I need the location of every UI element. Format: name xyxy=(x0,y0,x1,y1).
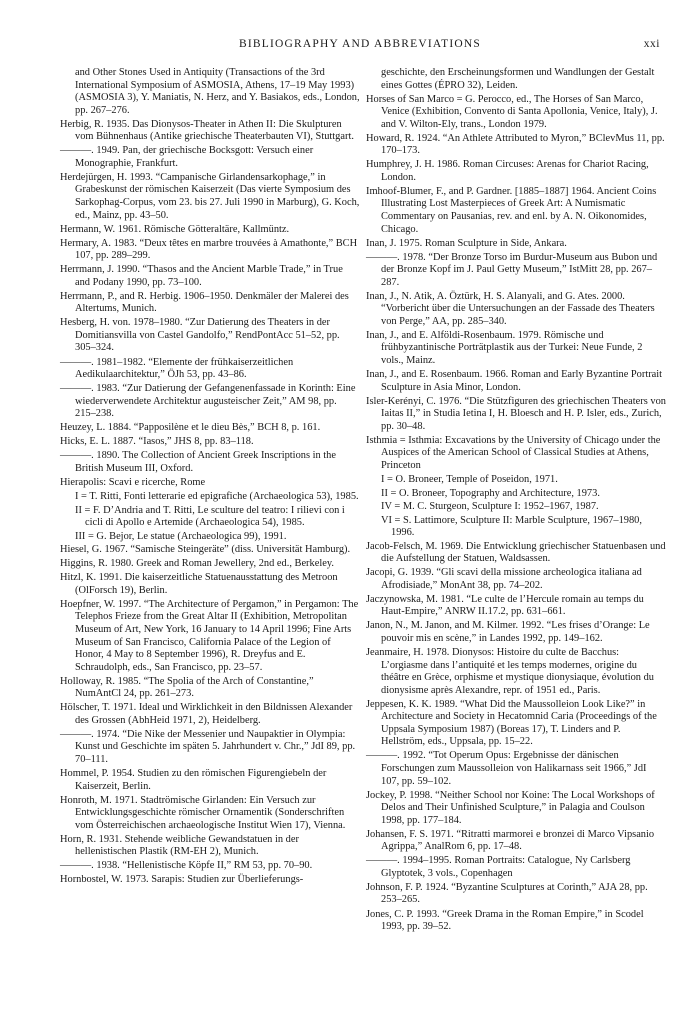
bibliography-entry: Horses of San Marco = G. Perocco, ed., The Horses of San Marco, Venice (Exhibition, Convento di Santa Apollonia, Venice, Italy), J. and V. Wilton-Ely, trans., London 1979. xyxy=(366,93,658,130)
right-column xyxy=(366,67,666,935)
bibliography-entry: and Other Stones Used in Antiquity (Transactions of the 3rd International Symposium of ASMOSIA, Athens, 17–19 May 1993) (ASMOSIA 3), Y. Maniatis, N. Herz, and Y. Basiakos, eds., London, pp. 267–276. xyxy=(75,67,360,116)
bibliography-entry: Humphrey, J. H. 1986. Roman Circuses: Arenas for Chariot Racing, London. xyxy=(366,159,649,183)
bibliography-entry: Inan, J. 1975. Roman Sculpture in Side, Ankara. xyxy=(366,237,567,249)
bibliography-entry: ———. 1994–1995. Roman Portraits: Catalogue, Ny Carlsberg Glyptotek, 3 vols., Copenhagen xyxy=(366,855,631,879)
bibliography-subentry: II = F. D’Andria and T. Ritti, Le sculture del teatro: I rilievi con i cicli di Apollo e Artemide (Archaeologica 54), 1985. xyxy=(75,504,345,529)
bibliography-entry: ———. 1981–1982. “Elemente der frühkaiserzeitlichen Aedikulaarchitektur,” ÖJh 53, pp. 43–86. xyxy=(60,356,294,381)
bibliography-entry: Hiesel, G. 1967. “Samische Steingeräte” (diss. Universität Hamburg). xyxy=(60,544,351,556)
bibliography-entry: Isler-Kerényi, C. 1976. “Die Stützfiguren des griechischen Theaters von Iaitas II,” in Studia Ietina I, H. Bloesch and H. P. Isler, eds., Zurich, pp. 30–48. xyxy=(366,395,666,432)
bibliography-entry: Inan, J., and E. Alföldi-Rosenbaum. 1979. Römische und frühbyzantinische Porträtplastik aus der Turkei: Neue Funde, 2 vols., Mainz. xyxy=(366,329,643,367)
bibliography-entry: Jeppesen, K. K. 1989. “What Did the Maussolleion Look Like?” in Architecture and Society in Hecatomnid Caria (Proceedings of the Uppsala Symposium 1987) (Boreas 17), T. Linders and P. Hellström, eds., Uppsala, pp. 15–22. xyxy=(366,698,657,748)
bibliography-entry: Hierapolis: Scavi e ricerche, Rome xyxy=(60,476,206,488)
left-column xyxy=(60,67,360,888)
bibliography-entry: Hesberg, H. von. 1978–1980. “Zur Datierung des Theaters in der Domitiansvilla von Castel Gandolfo,” RendPontAcc 51–52, pp. 305–324. xyxy=(60,317,340,354)
bibliography-entry: Jones, C. P. 1993. “Greek Drama in the Roman Empire,” in Scodel 1993, pp. 39–52. xyxy=(366,908,644,933)
bibliography-entry: Hoepfner, W. 1997. “The Architecture of Pergamon,” in Pergamon: The Telephos Frieze from the Great Altar II (Exhibition, Metropolitan Museum of Art, New York, 16 January to 14 April 1996; Fine Arts Museum of San Francisco, California Palace of the Legion of Honor, 4 May to 8 September 1996), R. Dreyfus and E. Schraudolph, eds., San Francisco, pp. 23–57. xyxy=(60,598,359,673)
bibliography-entry: Herrmann, P., and R. Herbig. 1906–1950. Denkmäler der Malerei des Altertums, Munich. xyxy=(60,290,349,315)
bibliography-entry: Howard, R. 1924. “An Athlete Attributed to Myron,” BClevMus 11, pp. 170–173. xyxy=(366,132,665,157)
bibliography-subentry: I = T. Ritti, Fonti letterarie ed epigrafiche (Archaeologica 53), 1985. xyxy=(75,491,359,502)
bibliography-entry: ———. 1978. “Der Bronze Torso im Burdur-Museum aus Bubon und der Bronze Kopf im J. Paul Getty Museum,” IstMitt 28, pp. 267–287. xyxy=(366,251,658,288)
bibliography-entry: Herdejürgen, H. 1993. “Campanische Girlandensarkophage,” in Grabeskunst der römischen Kaiserzeit (Das vierte Symposium des Sarkophag-Corpus, vom 23. bis 27. Juli 1990 in Marburg), G. Koch, ed., Mainz, pp. 43–50. xyxy=(60,171,360,221)
bibliography-entry: Hölscher, T. 1971. Ideal und Wirklichkeit in den Bildnissen Alexander des Grossen (AbhHeid 1971, 2), Heidelberg. xyxy=(60,702,353,726)
bibliography-entry: ———. 1938. “Hellenistische Köpfe II,” RM 53, pp. 70–90. xyxy=(60,860,313,872)
bibliography-entry: Herrmann, J. 1990. “Thasos and the Ancient Marble Trade,” in True and Podany 1990, pp. 73–100. xyxy=(60,264,343,288)
bibliography-entry: ———. 1992. “Tot Operum Opus: Ergebnisse der dänischen Forschungen zum Maussolleion von Halikarnass seit 1966,” JdI 107, pp. 59–102. xyxy=(366,750,647,787)
bibliography-entry: Inan, J., N. Atik, A. Öztürk, H. S. Alanyali, and G. Ates. 2000. “Vorbericht über die Untersuchungen an der Fassade des Theaters von Perge,” AA, pp. 285–340. xyxy=(366,290,655,327)
bibliography-entry: geschichte, den Erscheinungsformen und Wandlungen der Gestalt eines Gottes (ÉPRO 32), Leiden. xyxy=(381,67,655,91)
bibliography-entry: Hornbostel, W. 1973. Sarapis: Studien zur Überlieferungs- xyxy=(60,874,304,886)
bibliography-entry: Jeanmaire, H. 1978. Dionysos: Histoire du culte de Bacchus: L’orgiasme dans l’antiquité et les temps modernes, origine du théâtre en Grèce, orphisme et mystique dionysiaque, évolution du dionysisme après Alexandre, repr. of 1951 ed., Paris. xyxy=(366,647,654,696)
bibliography-entry: Johansen, F. S. 1971. “Ritratti marmorei e bronzei di Marco Vipsanio Agrippa,” AnalRom 6, pp. 17–48. xyxy=(366,828,655,853)
bibliography-entry: Hitzl, K. 1991. Die kaiserzeitliche Statuenausstattung des Metroon (OlForsch 19), Berlin. xyxy=(60,572,338,596)
bibliography-entry: Hermary, A. 1983. “Deux têtes en marbre trouvées à Amathonte,” BCH 107, pp. 289–299. xyxy=(60,237,358,262)
bibliography-entry: Hommel, P. 1954. Studien zu den römischen Figurengiebeln der Kaiserzeit, Berlin. xyxy=(60,767,327,792)
bibliography-subentry: II = O. Broneer, Topography and Architecture, 1973. xyxy=(381,487,600,499)
bibliography-entry: Heuzey, L. 1884. “Papposilène et le dieu Bès,” BCH 8, p. 161. xyxy=(60,422,321,434)
bibliography-subentry: VI = S. Lattimore, Sculpture II: Marble Sculpture, 1967–1980, 1996. xyxy=(381,514,642,539)
bibliography-entry: ———. 1974. “Die Nike der Messenier und Naupaktier in Olympia: Kunst und Geschichte im späten 5. Jahrhundert v. Chr.,” JdI 89, pp. 70–111. xyxy=(60,728,356,765)
bibliography-entry: Honroth, M. 1971. Stadtrömische Girlanden: Ein Versuch zur Entwicklungsgeschichte römischer Ornamentik (Sonderschriften vom Österreichischen archaeologische Institut Wien 17), Vienna. xyxy=(60,794,346,831)
running-header xyxy=(60,38,660,56)
bibliography-entry: Holloway, R. 1985. “The Spolia of the Arch of Constantine,” NumAntCl 24, pp. 261–273. xyxy=(60,675,314,700)
bibliography-entry: Jockey, P. 1998. “Neither School nor Koine: The Local Workshops of Delos and Their Unfinished Sculpture,” in Palagia and Coulson 1998, pp. 177–184. xyxy=(366,789,655,826)
bibliography-entry: Higgins, R. 1980. Greek and Roman Jewellery, 2nd ed., Berkeley. xyxy=(60,558,334,570)
bibliography-entry: Imhoof-Blumer, F., and P. Gardner. [1885–1887] 1964. Ancient Coins Illustrating Lost Masterpieces of Greek Art: A Numismatic Commentary on Pausanias, rev. and enl. by A. N. Oikonomides, Chicago. xyxy=(366,185,657,235)
bibliography-entry: ———. 1983. “Zur Datierung der Gefangenenfassade in Korinth: Eine wiederverwendete Architektur augusteischer Zeit,” AM 98, pp. 215–238. xyxy=(60,383,356,420)
page-number: xxi xyxy=(643,38,660,50)
running-title: BIBLIOGRAPHY AND ABBREVIATIONS xyxy=(239,38,481,50)
bibliography-entry: Jacob-Felsch, M. 1969. Die Entwicklung griechischer Statuenbasen und die Aufstellung der Statuen, Waldsassen. xyxy=(366,540,666,565)
bibliography-subentry: I = O. Broneer, Temple of Poseidon, 1971. xyxy=(381,473,558,485)
bibliography-entry: Isthmia = Isthmia: Excavations by the University of Chicago under the Auspices of the American School of Classical Studies at Athens, Princeton xyxy=(366,434,661,471)
bibliography-entry: Horn, R. 1931. Stehende weibliche Gewandstatuen in der hellenistischen Plastik (RM-EH 2), Munich. xyxy=(60,833,299,858)
bibliography-entry: Jacopi, G. 1939. “Gli scavi della missione archeologica italiana ad Afrodisiade,” MonAnt 38, pp. 74–202. xyxy=(366,567,642,591)
bibliography-entry: Johnson, F. P. 1924. “Byzantine Sculptures at Corinth,” AJA 28, pp. 253–265. xyxy=(366,881,648,906)
bibliography-entry: Hicks, E. L. 1887. “Iasos,” JHS 8, pp. 83–118. xyxy=(60,436,254,448)
bibliography-entry: Inan, J., and E. Rosenbaum. 1966. Roman and Early Byzantine Portrait Sculpture in Asia Minor, London. xyxy=(366,369,663,393)
bibliography-entry: Hermann, W. 1961. Römische Götteraltäre, Kallmüntz. xyxy=(60,223,290,235)
bibliography-entry: ———. 1949. Pan, der griechische Bocksgott: Versuch einer Monographie, Frankfurt. xyxy=(60,145,314,169)
bibliography-entry: Jaczynowska, M. 1981. “Le culte de l’Hercule romain au temps du Haut-Empire,” ANRW II.17.2, pp. 631–661. xyxy=(366,593,644,618)
bibliography-subentry: IV = M. C. Sturgeon, Sculpture I: 1952–1967, 1987. xyxy=(381,501,599,513)
bibliography-entry: ———. 1890. The Collection of Ancient Greek Inscriptions in the British Museum III, Oxford. xyxy=(60,450,336,474)
bibliography-subentry: III = G. Bejor, Le statue (Archaeologica 99), 1991. xyxy=(75,530,287,542)
bibliography-entry: Herbig, R. 1935. Das Dionysos-Theater in Athen II: Die Skulpturen vom Bühnenhaus (Antike griechische Theaterbauten VI), Stuttgart. xyxy=(60,118,354,143)
bibliography-entry: Janon, N., M. Janon, and M. Kilmer. 1992. “Les frises d’Orange: Le pouvoir mis en scène,” in Landes 1992, pp. 149–162. xyxy=(366,620,650,645)
